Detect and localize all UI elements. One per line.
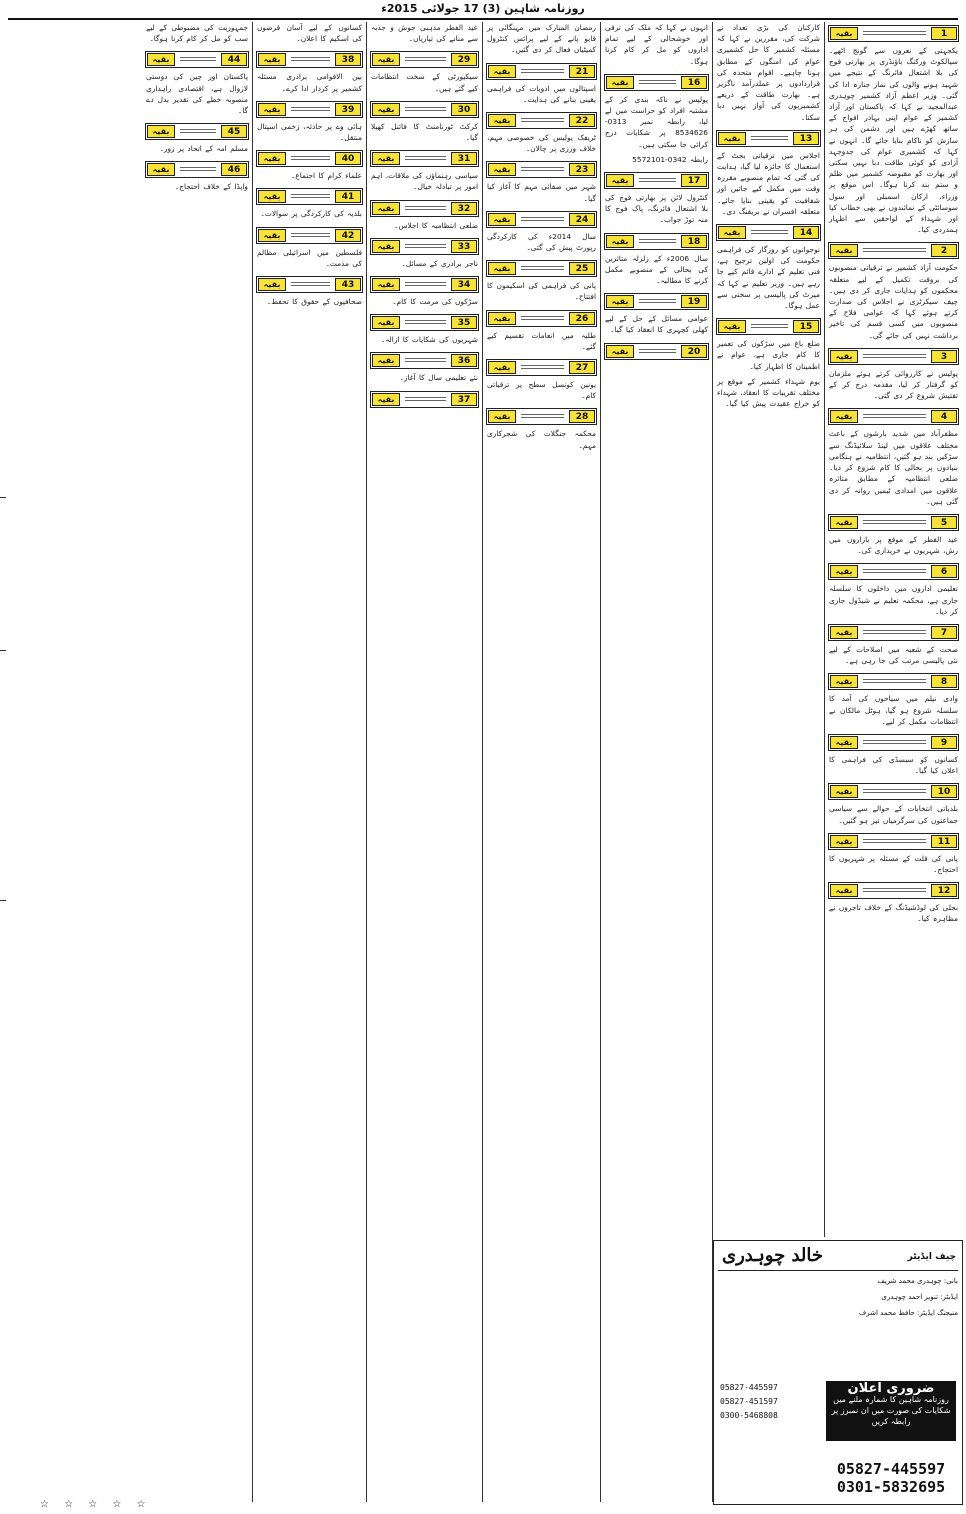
tag-rule <box>405 320 446 324</box>
tag-rule <box>521 266 564 270</box>
tag-number: 44 <box>221 53 247 66</box>
tag-rule <box>291 107 330 111</box>
masthead-founder: بانی: چوہدری محمد شریف <box>877 1277 958 1285</box>
tag-number: 26 <box>569 312 595 325</box>
continuation-tag <box>256 276 363 293</box>
article-text: سڑکوں کی مرمت کا کام۔ <box>392 297 478 307</box>
tag-label: بقیہ <box>830 736 858 749</box>
notice-phone: 05827-445597 <box>836 1460 946 1478</box>
tag-rule <box>639 299 676 303</box>
tag-number: 5 <box>931 516 957 529</box>
news-column <box>600 22 712 1502</box>
tag-label: بقیہ <box>147 125 175 138</box>
contact-line: 0300-5468808 <box>720 1411 778 1420</box>
article-text: حکومت آزاد کشمیر نے ترقیاتی منصوبوں کی بروقت تکمیل کے لیے متعلقہ محکموں کو ہدایات جاری کر دی ہیں۔ چیف سیکرٹری نے اجلاس کی صدارت کرتے ہوئے کہا کہ عوامی فلاح کے منصوبوں میں کسی قسم کی تاخیر برداشت نہیں کی جائے گی۔ <box>829 263 958 340</box>
article-text: پانی کی فراہمی کی اسکیموں کا افتتاح۔ <box>487 281 596 302</box>
tag-number: 23 <box>569 163 595 176</box>
continuation-tag <box>370 352 479 369</box>
continuation-tag <box>716 318 821 335</box>
article-text: کسانوں کے لیے آسان قرضوں کی اسکیم کا اعلان۔ <box>257 23 362 44</box>
tag-number: 9 <box>931 736 957 749</box>
masthead-top <box>718 1245 958 1271</box>
article-text: صحافیوں کے حقوق کا تحفظ۔ <box>266 297 362 307</box>
masthead-contacts <box>720 1381 820 1423</box>
tag-label: بقیہ <box>606 345 634 358</box>
tag-rule <box>863 630 926 634</box>
tag-number: 19 <box>681 295 707 308</box>
article-text: نئے تعلیمی سال کا آغاز۔ <box>399 373 478 383</box>
continuation-tag <box>604 172 709 189</box>
news-column <box>482 22 600 1502</box>
article-text: عوامی مسائل کے حل کے لیے کھلی کچہری کا انعقاد کیا گیا۔ <box>605 314 708 335</box>
article-text: رمضان المبارک میں مہنگائی پر قابو پانے کے لیے پرائس کنٹرول کمیٹیاں فعال کر دی گئیں۔ <box>487 23 596 55</box>
tag-number: 14 <box>793 226 819 239</box>
masthead-box <box>713 1240 963 1505</box>
tag-number: 40 <box>335 152 361 165</box>
article-text: طلبہ میں انعامات تقسیم کیے گئے۔ <box>487 330 596 351</box>
tag-number: 43 <box>335 278 361 291</box>
continuation-tag <box>370 101 479 118</box>
article-text: بجلی کی لوڈشیڈنگ کے خلاف تاجروں نے مظاہرہ کیا۔ <box>829 903 958 924</box>
tag-label: بقیہ <box>258 53 286 66</box>
tag-number: 32 <box>451 202 477 215</box>
tag-number: 34 <box>451 278 477 291</box>
continuation-tag <box>486 161 597 178</box>
tag-label: بقیہ <box>830 350 858 363</box>
tag-label: بقیہ <box>830 835 858 848</box>
tag-label: بقیہ <box>372 354 400 367</box>
tag-label: بقیہ <box>718 226 746 239</box>
article-text: سیکیورٹی کے سخت انتظامات کیے گئے ہیں۔ <box>371 72 478 93</box>
tag-number: 15 <box>793 320 819 333</box>
tag-number: 1 <box>931 27 957 40</box>
continuation-tag <box>716 130 821 147</box>
article-text: یوم شہداء کشمیر کے موقع پر مختلف تقریبات کا انعقاد، شہداء کو خراج عقیدت پیش کیا گیا۔ <box>717 376 820 409</box>
tag-label: بقیہ <box>372 393 400 406</box>
tag-label: بقیہ <box>258 278 286 291</box>
tag-number: 16 <box>681 76 707 89</box>
continuation-tag <box>256 150 363 167</box>
tag-rule <box>863 789 926 793</box>
continuation-tag <box>370 150 479 167</box>
article-text: تاجر برادری کے مسائل۔ <box>401 258 478 268</box>
tag-number: 11 <box>931 835 957 848</box>
continuation-tag <box>486 112 597 129</box>
tag-number: 10 <box>931 785 957 798</box>
article-text: اسپتالوں میں ادویات کی فراہمی یقینی بنانے کی ہدایت۔ <box>487 83 596 104</box>
tag-rule <box>405 156 446 160</box>
tag-number: 39 <box>335 103 361 116</box>
article-text: سال 2014ء کی کارکردگی رپورٹ پیش کی گئی۔ <box>487 231 596 253</box>
continuation-tag <box>828 783 959 800</box>
article-text: جمہوریت کی مضبوطی کے لیے سب کو مل کر کام کرنا ہوگا۔ <box>146 23 248 44</box>
continuation-tag <box>828 673 959 690</box>
news-column <box>824 22 962 1237</box>
tag-label: بقیہ <box>488 163 516 176</box>
tag-label: بقیہ <box>258 152 286 165</box>
article-text: نوجوانوں کو روزگار کی فراہمی حکومت کی اولین ترجیح ہے، فنی تعلیم کے ادارے قائم کیے جا رہے ہیں۔ وزیر تعلیم نے کہا کہ میرٹ کی پالیسی پر سختی سے عمل ہوگا۔ <box>717 245 820 311</box>
tag-label: بقیہ <box>606 76 634 89</box>
article-text: ہائی وے پر حادثہ، زخمی اسپتال منتقل۔ <box>257 121 362 143</box>
tag-label: بقیہ <box>488 312 516 325</box>
tag-rule <box>639 349 676 353</box>
tag-number: 29 <box>451 53 477 66</box>
tag-number: 27 <box>569 361 595 374</box>
article-text: پولیس نے کارروائی کرتے ہوئے ملزمان کو گرفتار کر لیا، مقدمہ درج کر کے تفتیش شروع کر دی گئی۔ <box>829 368 958 401</box>
continuation-tag <box>716 224 821 241</box>
article-text: تعلیمی اداروں میں داخلوں کا سلسلہ جاری ہے، محکمہ تعلیم نے شیڈول جاری کر دیا۔ <box>829 584 958 616</box>
article-text: پاکستان اور چین کی دوستی لازوال ہے، اقتصادی راہداری منصوبہ خطے کی تقدیر بدل دے گا۔ <box>146 72 248 116</box>
tag-label: بقیہ <box>258 229 286 242</box>
tag-rule <box>521 316 564 320</box>
tag-number: 13 <box>793 132 819 145</box>
tag-label: بقیہ <box>488 65 516 78</box>
tag-rule <box>521 118 564 122</box>
tag-rule <box>521 365 564 369</box>
tag-rule <box>405 358 446 362</box>
chief-editor-label: چیف ایڈیٹر <box>907 1252 956 1262</box>
tag-label: بقیہ <box>147 53 175 66</box>
tag-number: 33 <box>451 240 477 253</box>
tag-rule <box>405 244 446 248</box>
tag-number: 37 <box>451 393 477 406</box>
tag-rule <box>291 57 330 61</box>
tag-rule <box>863 31 926 35</box>
continuation-tag <box>828 734 959 751</box>
article-text: یکجہتی کے نعروں سے گونج اٹھے۔ سیالکوٹ ورکنگ باؤنڈری پر بھارتی فوج کی بلا اشتعال فائرنگ کے نتیجے میں شہید ہونے والوں کی نماز جنازہ ادا کی گئی۔ وزیر اعظم آزاد کشمیر چوہدری عبدالمجید نے کہا کہ پاکستان اور آزاد کشمیر کے عوام اپنی بہادر افواج کے ساتھ کھڑے ہیں اور دشمن کی ہر سازش کو ناکام بنایا جائے گا۔ انہوں نے کہا کہ کشمیری عوام کی جدوجہد آزادی کو کوئی طاقت دبا نہیں سکتی اور بھارت کو مقبوضہ کشمیر میں ظلم و ستم بند کرنا ہوگا۔ اس موقع پر وزراء، ارکان اسمبلی اور سول سوسائٹی کے نمائندوں نے بھی خطاب کیا اور شہداء کے لواحقین سے اظہار ہمدردی کیا۔ <box>829 46 958 235</box>
page-header <box>0 0 966 18</box>
tag-label: بقیہ <box>372 152 400 165</box>
important-notice <box>826 1381 956 1441</box>
tag-number: 28 <box>569 410 595 423</box>
article-text: پانی کی قلت کے مسئلہ پر شہریوں کا احتجاج۔ <box>829 853 958 874</box>
news-column <box>252 22 366 1502</box>
article-text: بین الاقوامی برادری مسئلہ کشمیر پر کردار ادا کرے۔ <box>257 72 362 93</box>
article-text: ضلعی انتظامیہ کا اجلاس۔ <box>394 220 478 230</box>
tag-label: بقیہ <box>830 565 858 578</box>
tag-rule <box>291 282 330 286</box>
tag-rule <box>751 324 788 328</box>
tag-label: بقیہ <box>372 202 400 215</box>
tag-rule <box>639 239 676 243</box>
tag-label: بقیہ <box>830 675 858 688</box>
article-text: فلسطین میں اسرائیلی مظالم کی مذمت۔ <box>257 247 362 268</box>
tag-rule <box>863 248 926 252</box>
article-text: علماء کرام کا اجتماع۔ <box>290 171 362 181</box>
tag-number: 25 <box>569 262 595 275</box>
tag-label: بقیہ <box>606 235 634 248</box>
tag-rule <box>863 888 926 892</box>
article-text: ٹریفک پولیس کی خصوصی مہم، خلاف ورزی پر چالان۔ <box>487 133 596 154</box>
tag-label: بقیہ <box>830 244 858 257</box>
tag-rule <box>291 233 330 237</box>
continuation-tag <box>828 25 959 42</box>
header-title: روزنامہ شاہین (3) 17 جولائی 2015ء <box>381 2 585 15</box>
tag-label: بقیہ <box>830 884 858 897</box>
tag-number: 17 <box>681 174 707 187</box>
article-text: اجلاس میں ترقیاتی بجٹ کے استعمال کا جائزہ لیا گیا، ہدایت کی گئی کہ تمام منصوبے مقررہ وقت میں مکمل کیے جائیں اور شفافیت کو یقینی بنایا جائے۔ متعلقہ افسران نے بریفنگ دی۔ <box>717 150 820 216</box>
notice-phones <box>826 1460 956 1496</box>
tag-number: 3 <box>931 350 957 363</box>
continuation-tag <box>145 123 249 140</box>
tag-rule <box>405 397 446 401</box>
tag-label: بقیہ <box>147 163 175 176</box>
tag-rule <box>291 156 330 160</box>
tag-label: بقیہ <box>372 240 400 253</box>
tag-label: بقیہ <box>488 262 516 275</box>
tag-number: 7 <box>931 626 957 639</box>
tag-number: 41 <box>335 190 361 203</box>
tag-rule <box>180 57 216 61</box>
tag-label: بقیہ <box>372 278 400 291</box>
tag-label: بقیہ <box>258 103 286 116</box>
tag-number: 6 <box>931 565 957 578</box>
tag-label: بقیہ <box>488 410 516 423</box>
article-text: انہوں نے کہا کہ ملک کی ترقی اور خوشحالی کے لیے تمام اداروں کو مل کر کام کرنا ہوگا۔ <box>605 23 708 66</box>
notice-title: ضروری اعلان <box>847 1381 935 1396</box>
tag-rule <box>863 520 926 524</box>
header-rule <box>8 18 958 20</box>
article-text: عید الفطر کے موقع پر بازاروں میں رش، شہریوں نے خریداری کی۔ <box>829 534 958 556</box>
continuation-tag <box>604 343 709 360</box>
article-text: مظفرآباد میں شدید بارشوں کے باعث مختلف علاقوں میں لینڈ سلائیڈنگ سے سڑکیں بند ہو گئیں، انتظامیہ نے ہنگامی بنیادوں پر بحالی کا کام شروع کر دیا۔ ضلعی انتظامیہ کے مطابق متاثرہ علاقوں میں امدادی ٹیمیں روانہ کر دی گئی ہیں۔ <box>829 429 958 506</box>
article-text: مسلم امہ کے اتحاد پر زور۔ <box>159 144 248 154</box>
fold-mark <box>0 900 6 901</box>
continuation-tag <box>256 227 363 244</box>
continuation-tag <box>370 314 479 331</box>
tag-rule <box>863 839 926 843</box>
masthead-managing-editor: منیجنگ ایڈیٹر: حافظ محمد اشرف <box>859 1309 958 1317</box>
tag-rule <box>863 354 926 358</box>
article-text: کارکنان کی بڑی تعداد نے شرکت کی، مقررین نے کہا کہ مسئلہ کشمیر کا حل کشمیری عوام کی امنگوں کے مطابق ہونا چاہیے۔ اقوام متحدہ کی قراردادوں پر عملدرآمد ناگزیر ہے۔ بھارت طاقت کے ذریعے کشمیریوں کی آواز نہیں دبا سکتا۔ <box>717 23 820 122</box>
continuation-tag <box>604 74 709 91</box>
tag-label: بقیہ <box>372 316 400 329</box>
continuation-tag <box>828 514 959 531</box>
article-text: صحت کے شعبہ میں اصلاحات کے لیے نئی پالیسی مرتب کی جا رہی ہے۔ <box>829 644 958 666</box>
tag-rule <box>751 230 788 234</box>
article-text: بلدیاتی انتخابات کے حوالے سے سیاسی جماعتوں کی سرگرمیاں تیز ہو گئیں۔ <box>829 804 958 825</box>
news-column <box>142 22 252 1502</box>
tag-number: 21 <box>569 65 595 78</box>
continuation-tag <box>828 624 959 641</box>
tag-label: بقیہ <box>830 626 858 639</box>
article-text: شہریوں کی شکایات کا ازالہ۔ <box>380 335 478 345</box>
tag-number: 46 <box>221 163 247 176</box>
article-text: وادی نیلم میں سیاحوں کی آمد کا سلسلہ شروع ہو گیا، ہوٹل مالکان نے انتظامات مکمل کر لیے۔ <box>829 694 958 726</box>
continuation-tag <box>828 242 959 259</box>
continuation-tag <box>486 359 597 376</box>
tag-number: 2 <box>931 244 957 257</box>
tag-rule <box>863 679 926 683</box>
tag-number: 18 <box>681 235 707 248</box>
article-text: محکمہ جنگلات کی شجرکاری مہم۔ <box>487 429 596 450</box>
article-text: شہر میں صفائی مہم کا آغاز کیا گیا۔ <box>487 182 596 203</box>
continuation-tag <box>370 391 479 408</box>
notice-body: روزنامہ شاہین کا شمارہ ملنے میں شکایات کی صورت میں ان نمبرز پر رابطہ کریں <box>831 1395 951 1426</box>
tag-rule <box>521 167 564 171</box>
tag-rule <box>405 57 446 61</box>
tag-number: 45 <box>221 125 247 138</box>
continuation-tag <box>828 563 959 580</box>
continuation-tag <box>604 293 709 310</box>
article-text: سال 2006ء کے زلزلہ متاثرین کی بحالی کے منصوبے مکمل کرنے کا مطالبہ۔ <box>605 253 708 286</box>
contact-line: 05827-445597 <box>720 1383 778 1392</box>
tag-rule <box>405 282 446 286</box>
tag-rule <box>863 569 926 573</box>
continuation-tag <box>256 51 363 68</box>
tag-rule <box>521 217 564 221</box>
masthead-editor: ایڈیٹر: تنویر احمد چوہدری <box>881 1293 958 1301</box>
tag-number: 24 <box>569 213 595 226</box>
contact-line: 05827-451597 <box>720 1397 778 1406</box>
tag-label: بقیہ <box>606 295 634 308</box>
tag-number: 36 <box>451 354 477 367</box>
chief-editor-name: خالد چوہدری <box>722 1245 824 1266</box>
tag-number: 4 <box>931 410 957 423</box>
fold-mark <box>0 650 6 651</box>
tag-label: بقیہ <box>258 190 286 203</box>
news-column <box>366 22 482 1502</box>
fold-mark <box>0 497 6 498</box>
article-text: سیاسی رہنماؤں کی ملاقات، اہم امور پر تبادلہ خیال۔ <box>371 171 478 192</box>
continuation-tag <box>370 238 479 255</box>
tag-number: 38 <box>335 53 361 66</box>
continuation-tag <box>828 408 959 425</box>
tag-rule <box>291 194 330 198</box>
article-text: واپڈا کے خلاف احتجاج۔ <box>174 182 248 192</box>
tag-number: 30 <box>451 103 477 116</box>
continuation-tag <box>256 101 363 118</box>
article-text: کنٹرول لائن پر بھارتی فوج کی بلا اشتعال فائرنگ، پاک فوج کا منہ توڑ جواب۔ <box>605 193 708 225</box>
continuation-tag <box>828 882 959 899</box>
tag-rule <box>863 414 926 418</box>
tag-label: بقیہ <box>372 53 400 66</box>
article-text: رابطہ 0342-5572101 <box>632 154 708 164</box>
tag-label: بقیہ <box>372 103 400 116</box>
tag-number: 31 <box>451 152 477 165</box>
tag-label: بقیہ <box>606 174 634 187</box>
continuation-tag <box>486 211 597 228</box>
tag-rule <box>863 740 926 744</box>
article-text: یونین کونسل سطح پر ترقیاتی کام۔ <box>487 380 596 401</box>
article-text: پولیس نے ناکہ بندی کر کے مشتبہ افراد کو حراست میں لے لیا، رابطہ نمبر 0313-8534626 پر شکایات درج کرائی جا سکتی ہیں۔ <box>605 94 708 149</box>
tag-label: بقیہ <box>488 114 516 127</box>
continuation-tag <box>828 833 959 850</box>
tag-rule <box>180 167 216 171</box>
tag-label: بقیہ <box>718 132 746 145</box>
article-text: کسانوں کو سبسڈی کی فراہمی کا اعلان کیا گیا۔ <box>829 754 958 776</box>
continuation-tag <box>370 51 479 68</box>
tag-rule <box>180 129 216 133</box>
tag-label: بقیہ <box>718 320 746 333</box>
tag-number: 22 <box>569 114 595 127</box>
continuation-tag <box>486 408 597 425</box>
continuation-tag <box>370 200 479 217</box>
continuation-tag <box>145 161 249 178</box>
footer-stars: ☆ ☆ ☆ ☆ ☆ <box>40 1499 152 1510</box>
tag-rule <box>521 414 564 418</box>
tag-rule <box>639 178 676 182</box>
notice-phone: 0301-5832695 <box>836 1478 946 1496</box>
tag-number: 8 <box>931 675 957 688</box>
tag-label: بقیہ <box>488 361 516 374</box>
continuation-tag <box>256 188 363 205</box>
tag-label: بقیہ <box>488 213 516 226</box>
tag-rule <box>751 136 788 140</box>
article-text: ضلع باغ میں سڑکوں کی تعمیر کا کام جاری ہے، عوام نے اطمینان کا اظہار کیا۔ <box>717 339 820 371</box>
tag-label: بقیہ <box>830 27 858 40</box>
continuation-tag <box>604 233 709 250</box>
article-text: کرکٹ ٹورنامنٹ کا فائنل کھیلا گیا۔ <box>371 121 478 143</box>
tag-rule <box>521 69 564 73</box>
tag-label: بقیہ <box>830 785 858 798</box>
continuation-tag <box>145 51 249 68</box>
tag-rule <box>405 206 446 210</box>
continuation-tag <box>370 276 479 293</box>
tag-label: بقیہ <box>830 516 858 529</box>
article-text: عید الفطر مذہبی جوش و جذبہ سے منانے کی تیاریاں۔ <box>371 23 478 44</box>
tag-number: 42 <box>335 229 361 242</box>
tag-number: 12 <box>931 884 957 897</box>
continuation-tag <box>486 63 597 80</box>
tag-label: بقیہ <box>830 410 858 423</box>
continuation-tag <box>486 310 597 327</box>
continuation-tag <box>486 260 597 277</box>
tag-rule <box>639 80 676 84</box>
article-text: بلدیہ کی کارکردگی پر سوالات۔ <box>260 209 362 219</box>
tag-rule <box>405 107 446 111</box>
tag-number: 35 <box>451 316 477 329</box>
tag-number: 20 <box>681 345 707 358</box>
continuation-tag <box>828 348 959 365</box>
